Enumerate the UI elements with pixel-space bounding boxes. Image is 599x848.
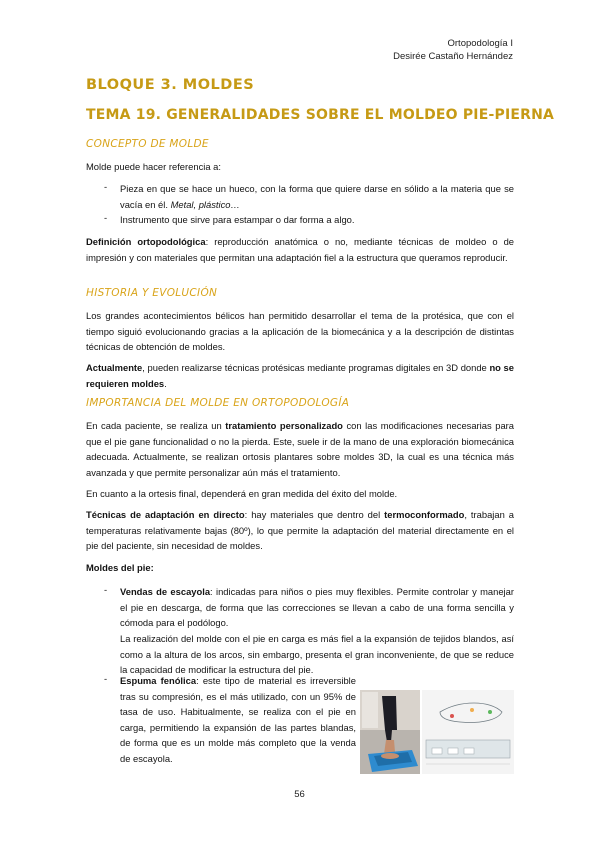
vendas-bullet (120, 584, 514, 631)
diagram-background (422, 690, 514, 774)
bullet-1-text: Pieza en que se hace un hueco, con la forma que quiere darse en sólido a la materia que se vacía en él. (120, 183, 514, 210)
vendas-bullet-paragraph-2: La realización del molde con el pie en carga es más fiel a la expansión de tejidos blandos, así como a la altura de los arcos, sin embargo, presenta el gran inconveniente, de que se reduce la capacidad de modificar la estructura del pie. (120, 633, 514, 676)
concepto-intro: Molde puede hacer referencia a: (86, 161, 221, 172)
tema-title: TEMA 19. GENERALIDADES SOBRE EL MOLDEO PIE-PIERNA (86, 107, 555, 123)
espuma-bullet (120, 673, 356, 767)
diagram-marker-red (450, 714, 454, 718)
imp-p1-a: En cada paciente, se realiza un (86, 420, 226, 431)
bullet-marker: - (104, 673, 108, 684)
historia-p2-end: . (164, 377, 167, 389)
historia-p2-text: , pueden realizarse técnicas protésicas mediante programas digitales en 3D donde (142, 362, 490, 373)
historia-paragraph-1: Los grandes acontecimientos bélicos han permitido desarrollar el tema de la protésica, que con el tiempo siguió evolucionando gracias a la aplicación de la biomecánica y a la descripción de distintas técnicas de obtención de moldes. (86, 310, 514, 353)
header-course: Ortopodología I (447, 38, 513, 49)
diagram-marker-green (488, 710, 492, 714)
header-author: Desirée Castaño Hernández (393, 51, 513, 62)
vendas-text: : indicadas para niños o pies muy flexibles. Permite controlar y manejar el pie en descarga, de forma que las correcciones se llevan a cabo de una forma sencilla y cómoda para el podólogo. (120, 586, 514, 629)
diagram-block-1 (432, 748, 442, 754)
no-moldes-bold: no se requieren moldes (86, 362, 514, 389)
actualmente-label: Actualmente (86, 362, 143, 373)
termoconformado-bold: termoconformado (384, 509, 465, 520)
bullet-marker: - (104, 181, 108, 192)
tecnicas-text-a: : hay materiales que dentro del (244, 509, 385, 520)
concepto-bullet-2: Instrumento que sirve para estampar o dar forma a algo. (120, 214, 355, 225)
page-header (393, 37, 513, 63)
foam-mold-figure (360, 690, 514, 774)
page-number: 56 (294, 789, 305, 800)
moldes-del-pie-label (86, 560, 514, 576)
tecnicas-text-b: , trabajan a temperaturas relativamente bajas (80º), lo que permite la adaptación del material directamente en el pie del paciente, sin necesidad de moldes. (86, 509, 514, 552)
espuma-text: : este tipo de material es irreversible tras su compresión, es el más utilizado, con un 95% de tasa de uso. Habitualmente, se realiza con el pie en carga, permitiendo la expansión de las partes blandas, de forma que es un molde más completo que la venda de escayola. (120, 675, 356, 764)
importancia-paragraph-1 (86, 418, 514, 480)
diagram-block-3 (464, 748, 474, 754)
definicion-label: Definición ortopodológica (86, 236, 206, 247)
section-heading-concepto: CONCEPTO DE MOLDE (86, 138, 209, 150)
moldes-label-bold: Moldes del pie: (86, 562, 154, 573)
photo-foot (381, 753, 399, 759)
tratamiento-bold: tratamiento personalizado (225, 420, 343, 431)
section-heading-importancia: IMPORTANCIA DEL MOLDE EN ORTOPODOLOGÍA (86, 397, 350, 409)
tecnicas-label: Técnicas de adaptación en directo (86, 509, 245, 520)
photo-window (362, 692, 378, 728)
tecnicas-paragraph (86, 507, 514, 554)
bullet-marker: - (104, 584, 108, 595)
bullet-marker: - (104, 212, 108, 223)
block-title: BLOQUE 3. MOLDES (86, 77, 255, 93)
vendas-label: Vendas de escayola (120, 586, 211, 597)
concepto-bullet-1 (120, 181, 514, 212)
historia-paragraph-2 (86, 360, 514, 391)
diagram-marker-orange (470, 708, 474, 712)
bullet-1-italic: Metal, plástico… (170, 198, 240, 210)
imp-p1-b: con las modificaciones necesarias para que el pie gane funcionalidad o no la pierda. Este, suele ir de la mano de una exploración biomecánica adecuada. Actualmente, se realizan ortosis plantares sobre moldes 3D, la cual es una técnica más avanzada y que permite personalizar aún más el tratamiento. (86, 420, 515, 478)
definicion-paragraph (86, 234, 514, 265)
importancia-paragraph-2: En cuanto a la ortesis final, dependerá en gran medida del éxito del molde. (86, 488, 398, 499)
definicion-text: : reproducción anatómica o no, mediante técnicas de moldeo o de impresión y con materiales que permitan una adaptación fiel a la estructura que queramos reproducir. (86, 236, 514, 263)
espuma-label: Espuma fenólica (120, 675, 197, 686)
diagram-block-2 (448, 748, 458, 754)
section-heading-historia: HISTORIA Y EVOLUCIÓN (86, 287, 218, 299)
